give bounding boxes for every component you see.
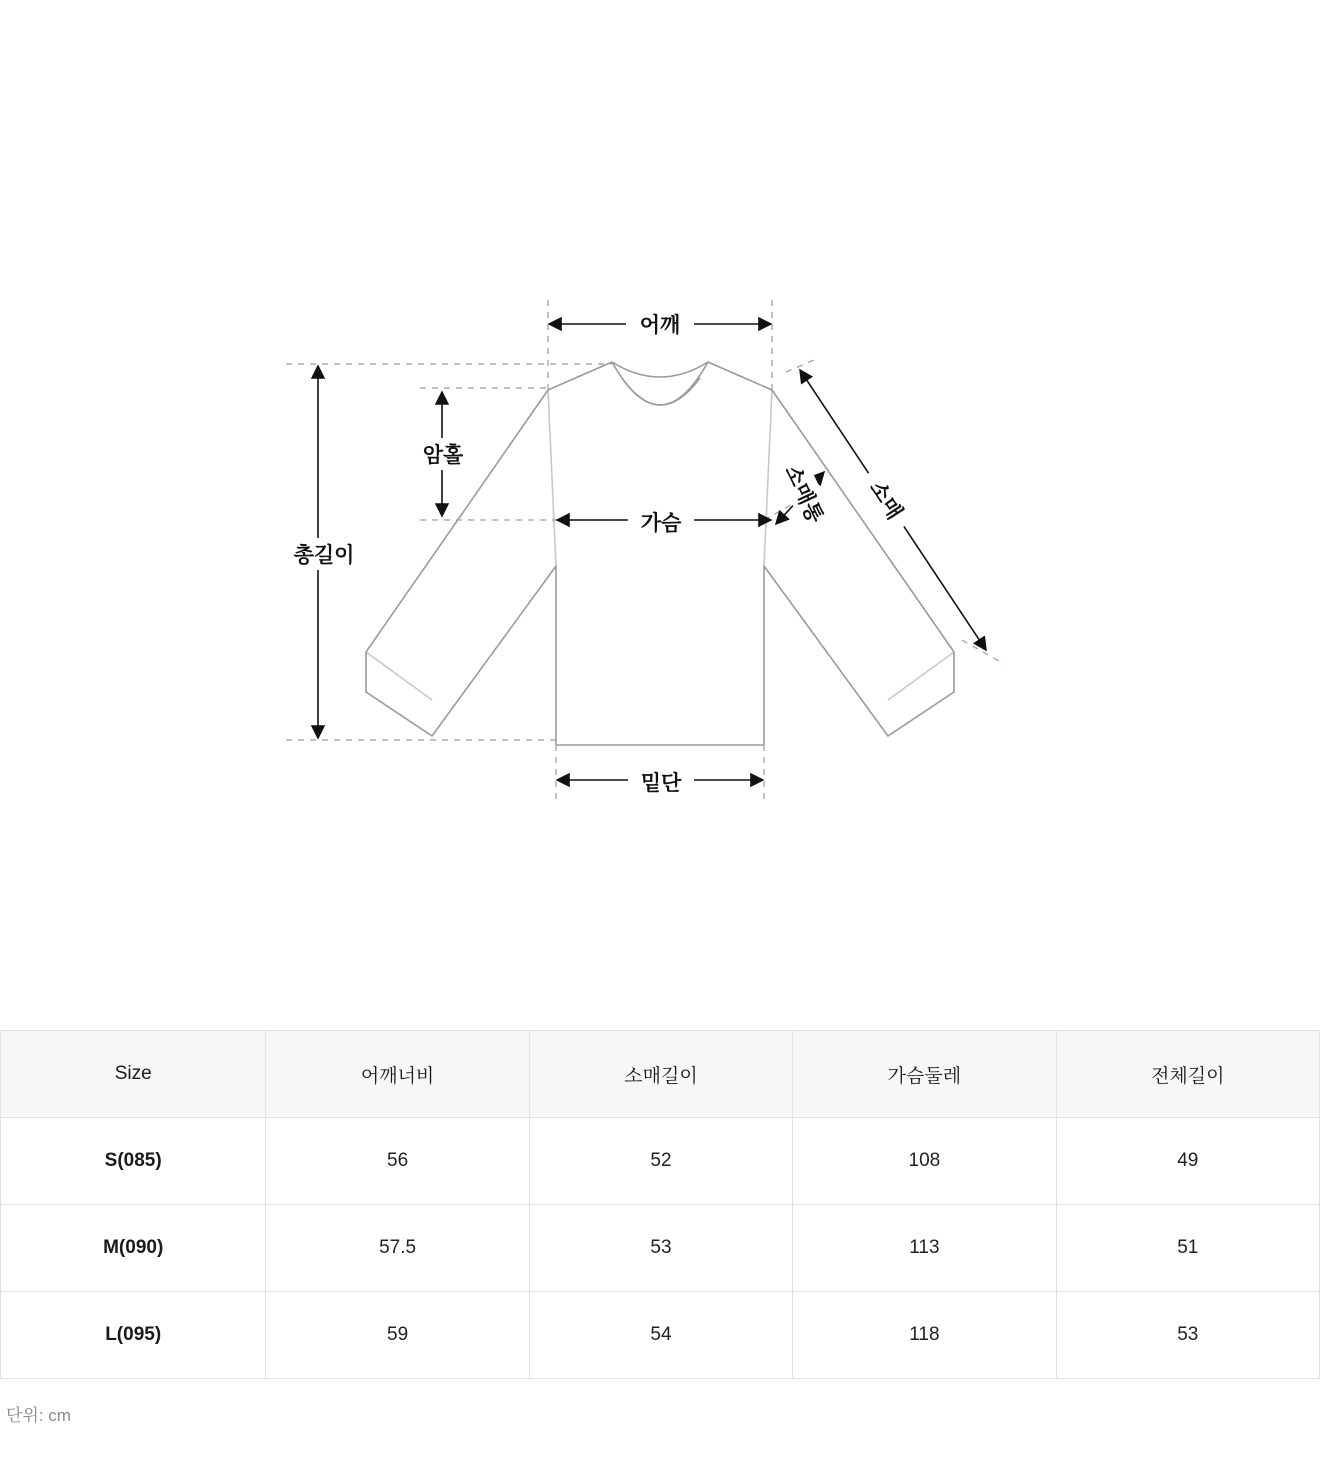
label-sleeve: 소매 xyxy=(864,476,907,524)
cell-sleeve: 53 xyxy=(529,1205,792,1292)
sweater-outline xyxy=(366,362,954,745)
col-header-sleeve-length: 소매길이 xyxy=(529,1031,792,1118)
size-table-body xyxy=(1,1118,1320,1379)
table-row xyxy=(1,1205,1320,1292)
label-chest: 가슴 xyxy=(640,512,682,535)
table-header-row xyxy=(1,1031,1320,1118)
cell-length: 51 xyxy=(1056,1205,1319,1292)
table-row xyxy=(1,1292,1320,1379)
dimension-arrows xyxy=(318,324,986,780)
size-table-header xyxy=(1,1031,1320,1118)
col-header-total-length: 전체길이 xyxy=(1056,1031,1319,1118)
col-header-chest-circumference: 가슴둘레 xyxy=(793,1031,1056,1118)
cell-chest: 108 xyxy=(793,1118,1056,1205)
cell-shoulder: 57.5 xyxy=(266,1205,529,1292)
unit-note: 단위: cm xyxy=(6,1406,71,1425)
label-armhole: 암홀 xyxy=(422,444,464,467)
cell-length: 49 xyxy=(1056,1118,1319,1205)
cell-shoulder: 56 xyxy=(266,1118,529,1205)
cell-chest: 118 xyxy=(793,1292,1056,1379)
label-total-length: 총길이 xyxy=(293,544,355,567)
cell-sleeve: 54 xyxy=(529,1292,792,1379)
col-header-size: Size xyxy=(1,1031,266,1118)
cell-sleeve: 52 xyxy=(529,1118,792,1205)
cell-chest: 113 xyxy=(793,1205,1056,1292)
cell-size: L(095) xyxy=(1,1292,266,1379)
label-sleeve-width: 소매통 xyxy=(780,461,827,527)
cell-size: M(090) xyxy=(1,1205,266,1292)
label-shoulder: 어깨 xyxy=(639,314,681,337)
col-header-shoulder-width: 어깨너비 xyxy=(266,1031,529,1118)
label-hem: 밑단 xyxy=(640,772,682,795)
table-row xyxy=(1,1118,1320,1205)
size-table xyxy=(0,1030,1320,1379)
cell-size: S(085) xyxy=(1,1118,266,1205)
cell-shoulder: 59 xyxy=(266,1292,529,1379)
cell-length: 53 xyxy=(1056,1292,1319,1379)
